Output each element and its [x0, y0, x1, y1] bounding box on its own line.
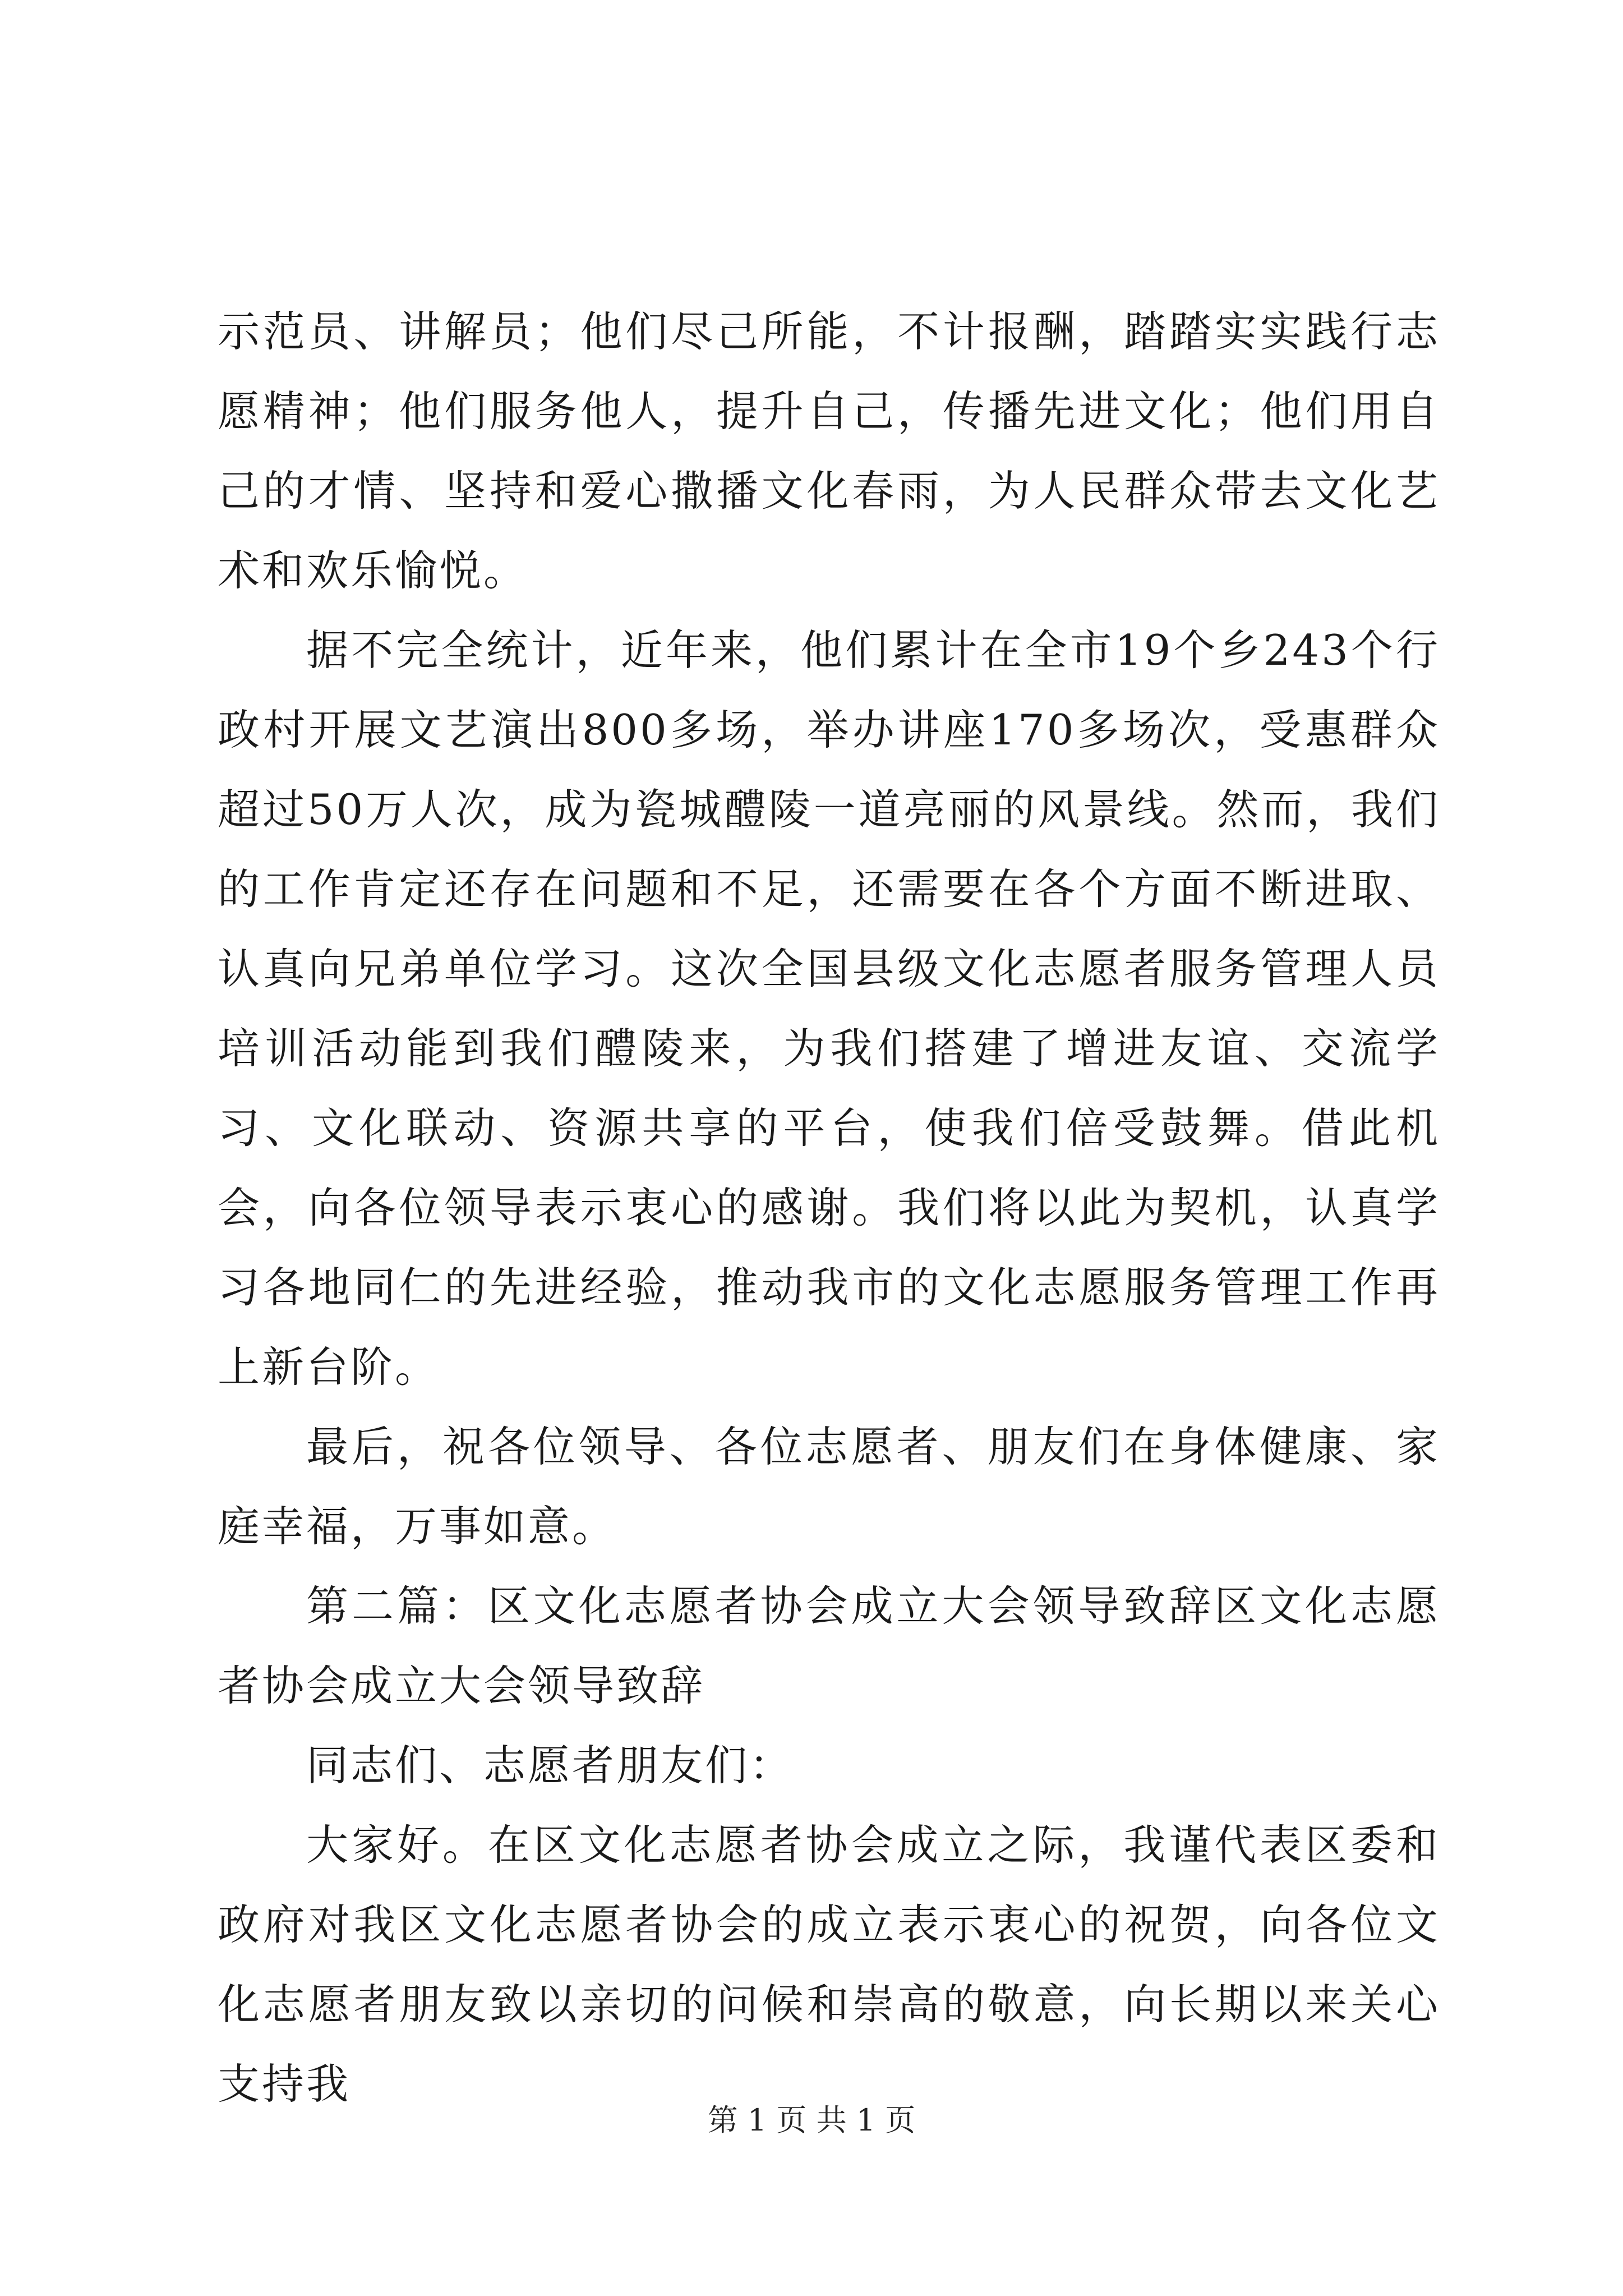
paragraph-2: 据不完全统计，近年来，他们累计在全市19个乡243个行政村开展文艺演出800多场，举办讲座170多场次，受惠群众超过50万人次，成为瓷城醴陵一道亮丽的风景线。然而，我们的工作肯定还存在问题和不足，还需要在各个方面不断进取、认真向兄弟单位学习。这次全国县级文化志愿者服务管理人员培训活动能到我们醴陵来，为我们搭建了增进友谊、交流学习、文化联动、资源共享的平台，使我们倍受鼓舞。借此机会，向各位领导表示衷心的感谢。我们将以此为契机，认真学习各地同仁的先进经验，推动我市的文化志愿服务管理工作再上新台阶。	[218, 625, 1440, 1392]
document-body	[218, 292, 1440, 2124]
salutation: 同志们、志愿者朋友们：	[306, 1741, 794, 1790]
paragraph-3: 最后，祝各位领导、各位志愿者、朋友们在身体健康、家庭幸福，万事如意。	[218, 1422, 1440, 1551]
section-heading: 第二篇：区文化志愿者协会成立大会领导致辞区文化志愿者协会成立大会领导致辞	[218, 1581, 1440, 1710]
paragraph-6: 大家好。在区文化志愿者协会成立之际，我谨代表区委和政府对我区文化志愿者协会的成立表示衷心的祝贺，向各位文化志愿者朋友致以亲切的问候和崇高的敬意，向长期以来关心支持我	[218, 1820, 1440, 2109]
page-footer: 第 1 页 共 1 页	[707, 2102, 916, 2138]
paragraph-1: 示范员、讲解员；他们尽己所能，不计报酬，踏踏实实践行志愿精神；他们服务他人，提升自己，传播先进文化；他们用自己的才情、坚持和爱心撒播文化春雨，为人民群众带去文化艺术和欢乐愉悦。	[218, 307, 1440, 595]
